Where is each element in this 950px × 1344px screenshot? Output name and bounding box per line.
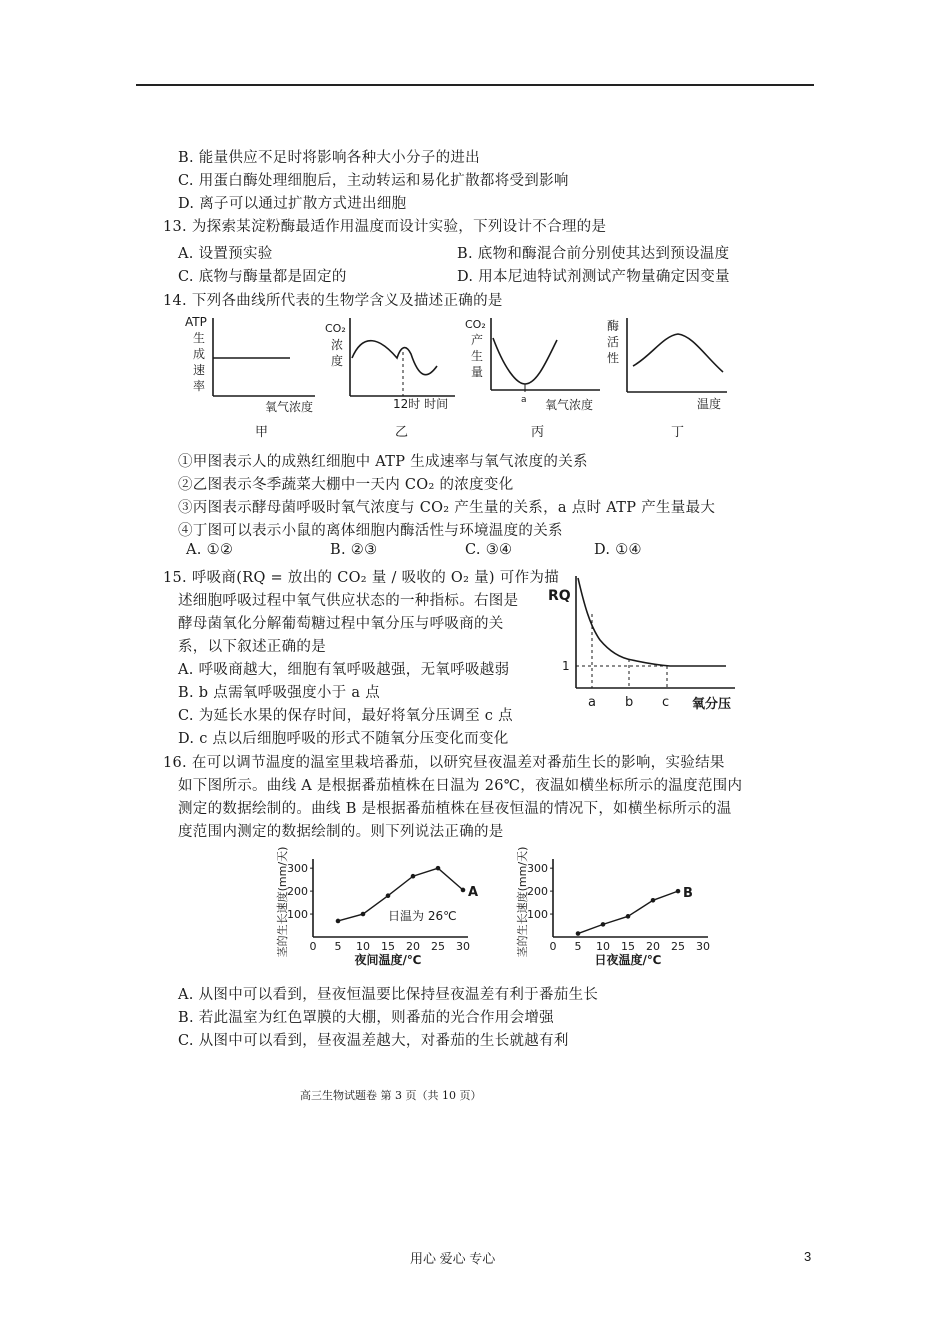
q14-option-c: C. ③④ — [465, 542, 513, 558]
chart-b-series-line — [578, 891, 678, 933]
q15-option-a: A. 呼吸商越大，细胞有氧呼吸越强，无氧呼吸越弱 — [178, 662, 510, 678]
ding-ylabel-0: 酶 — [607, 319, 620, 333]
q13-stem: 13. 为探索某淀粉酶最适作用温度而设计实验，下列设计不合理的是 — [163, 219, 607, 235]
q14-statement-1: ①甲图表示人的成熟红细胞中 ATP 生成速率与氧气浓度的关系 — [178, 454, 588, 470]
jia-ylabel-0: ATP — [185, 315, 207, 329]
chart-a-data-point — [336, 919, 341, 924]
q13-option-d: D. 用本尼迪特试剂测试产物量确定因变量 — [457, 269, 730, 285]
ding-name: 丁 — [671, 425, 685, 440]
chart-b-data-point — [676, 889, 681, 894]
chart-a-series-label: A — [468, 884, 479, 900]
yi-curve — [352, 341, 437, 375]
bing-point-a: a — [521, 395, 527, 405]
bing-ylabel-1: 产 — [471, 333, 484, 347]
chart-a-ytick: 300 — [287, 862, 308, 876]
q14-option-d: D. ①④ — [594, 542, 642, 558]
bing-xlabel: 氧气浓度 — [545, 398, 594, 412]
fig14-bing — [465, 318, 600, 440]
page-number: 3 — [804, 1249, 812, 1264]
jia-xlabel: 氧气浓度 — [265, 400, 314, 414]
chart-b-xtick: 10 — [596, 940, 610, 953]
q16-option-c: C. 从图中可以看到，昼夜温差越大，对番茄的生长就越有利 — [178, 1033, 569, 1049]
yi-ylabel-1: 浓 — [331, 338, 344, 352]
yi-ylabel-0: CO₂ — [325, 322, 346, 335]
chart-a-xtick: 20 — [406, 940, 420, 953]
ding-ylabel-1: 活 — [607, 335, 620, 349]
q14-figure — [175, 310, 760, 442]
q16-stem-1: 16. 在可以调节温度的温室里栽培番茄，以研究昼夜温差对番茄生长的影响，实验结果 — [163, 755, 725, 771]
q14-option-b: B. ②③ — [330, 542, 378, 558]
yi-xlabel: 12时 时间 — [393, 397, 449, 411]
chart-a-data-point — [386, 893, 391, 898]
chart-a-xtick: 5 — [334, 940, 342, 953]
chart-b-xtick: 0 — [549, 940, 557, 953]
bing-name: 丙 — [531, 425, 545, 440]
chart-b-data-point — [576, 931, 581, 936]
rq-xtick-b: b — [625, 695, 634, 710]
chart-a-xtick: 15 — [381, 940, 395, 953]
q16-chart-b — [508, 842, 733, 967]
jia-ylabel-3: 速 — [193, 363, 206, 377]
chart-a-data-point — [436, 866, 441, 871]
q12-option-c: C. 用蛋白酶处理细胞后，主动转运和易化扩散都将受到影响 — [178, 173, 569, 189]
chart-a-xtick: 10 — [356, 940, 370, 953]
rq-xlabel: 氧分压 — [692, 697, 732, 712]
chart-a-xtick: 0 — [309, 940, 317, 953]
bing-ylabel-2: 生 — [471, 349, 484, 363]
chart-a-ylabel: 茎的生长速度(mm/天) — [276, 846, 289, 958]
q13-option-b: B. 底物和酶混合前分别使其达到预设温度 — [457, 246, 730, 262]
bing-ylabel-3: 量 — [471, 365, 484, 379]
q13-option-a: A. 设置预实验 — [178, 246, 273, 262]
jia-ylabel-4: 率 — [193, 379, 206, 393]
q12-option-d: D. 离子可以通过扩散方式进出细胞 — [178, 196, 407, 212]
q16-stem-4: 度范围内测定的数据绘制的。则下列说法正确的是 — [178, 824, 504, 840]
q14-statement-2: ②乙图表示冬季蔬菜大棚中一天内 CO₂ 的浓度变化 — [178, 477, 514, 493]
q15-stem-4: 系，以下叙述正确的是 — [178, 639, 326, 655]
q16-option-a: A. 从图中可以看到，昼夜恒温要比保持昼夜温差有利于番茄生长 — [178, 987, 599, 1003]
q16-stem-2: 如下图所示。曲线 A 是根据番茄植株在日温为 26℃，夜温如横坐标所示的温度范围内 — [178, 778, 743, 794]
jia-name: 甲 — [255, 425, 269, 440]
fig14-jia — [185, 315, 315, 440]
q15-stem-2: 述细胞呼吸过程中氧气供应状态的一种指标。右图是 — [178, 593, 519, 609]
q13-option-c: C. 底物与酶量都是固定的 — [178, 269, 347, 285]
chart-b-ytick: 200 — [527, 885, 548, 899]
chart-a-xlabel: 夜间温度/℃ — [354, 953, 422, 967]
q15-stem-1: 15. 呼吸商(RQ = 放出的 CO₂ 量 / 吸收的 O₂ 量) 可作为描 — [163, 570, 559, 586]
jia-ylabel-2: 成 — [193, 347, 206, 361]
chart-b-xtick: 30 — [696, 940, 710, 953]
ding-curve — [633, 334, 723, 372]
q15-figure — [540, 570, 745, 718]
chart-b-data-point — [626, 914, 631, 919]
chart-b-xtick: 15 — [621, 940, 635, 953]
bing-ylabel-0: CO₂ — [465, 318, 486, 331]
fig14-ding — [607, 318, 727, 440]
fig14-yi — [325, 318, 455, 440]
chart-a-annotation: 日温为 26℃ — [388, 909, 457, 923]
chart-b-xlabel: 日夜温度/℃ — [594, 953, 662, 967]
q14-stem: 14. 下列各曲线所代表的生物学含义及描述正确的是 — [163, 293, 503, 309]
rq-ylabel: RQ — [548, 588, 571, 604]
chart-b-xtick: 5 — [574, 940, 582, 953]
rq-ytick-1: 1 — [562, 659, 570, 673]
ding-xlabel: 温度 — [697, 397, 722, 411]
yi-name: 乙 — [395, 425, 409, 440]
chart-b-data-point — [651, 898, 656, 903]
ding-ylabel-2: 性 — [607, 351, 620, 365]
q15-stem-3: 酵母菌氧化分解葡萄糖过程中氧分压与呼吸商的关 — [178, 616, 504, 632]
q14-option-a: A. ①② — [186, 542, 234, 558]
rq-xtick-c: c — [662, 695, 670, 710]
q12-option-b: B. 能量供应不足时将影响各种大小分子的进出 — [178, 150, 480, 166]
exam-footer: 高三生物试题卷 第 3 页（共 10 页） — [300, 1089, 482, 1102]
chart-b-data-point — [601, 922, 606, 927]
rq-xtick-a: a — [588, 695, 596, 710]
q16-chart-a — [268, 842, 493, 967]
chart-a-xtick: 25 — [431, 940, 445, 953]
q15-option-d: D. c 点以后细胞呼吸的形式不随氧分压变化而变化 — [178, 731, 509, 747]
q14-statement-4: ④丁图可以表示小鼠的离体细胞内酶活性与环境温度的关系 — [178, 523, 563, 539]
jia-ylabel-1: 生 — [193, 331, 206, 345]
chart-b-xtick: 25 — [671, 940, 685, 953]
chart-b-ytick: 100 — [527, 908, 548, 922]
chart-a-data-point — [361, 912, 366, 917]
chart-b-ylabel: 茎的生长速度(mm/天) — [516, 846, 529, 958]
top-rule — [136, 84, 814, 86]
chart-a-data-point — [461, 888, 466, 893]
chart-b-series-label: B — [683, 886, 693, 902]
q16-option-b: B. 若此温室为红色罩膜的大棚，则番茄的光合作用会增强 — [178, 1010, 554, 1026]
chart-a-ytick: 100 — [287, 908, 308, 922]
chart-a-data-point — [411, 874, 416, 879]
rq-curve — [578, 578, 726, 666]
bottom-slogan: 用心 爱心 专心 — [410, 1251, 496, 1266]
q14-statement-3: ③丙图表示酵母菌呼吸时氧气浓度与 CO₂ 产生量的关系，a 点时 ATP 产生量最大 — [178, 500, 716, 516]
chart-b-ytick: 300 — [527, 862, 548, 876]
chart-a-xtick: 30 — [456, 940, 470, 953]
chart-b-xtick: 20 — [646, 940, 660, 953]
chart-a-ytick: 200 — [287, 885, 308, 899]
yi-ylabel-2: 度 — [331, 354, 344, 368]
q15-option-c: C. 为延长水果的保存时间，最好将氧分压调至 c 点 — [178, 708, 513, 724]
q15-option-b: B. b 点需氧呼吸强度小于 a 点 — [178, 685, 381, 701]
q16-stem-3: 测定的数据绘制的。曲线 B 是根据番茄植株在昼夜恒温的情况下，如横坐标所示的温 — [178, 801, 732, 817]
bing-curve — [493, 338, 557, 384]
